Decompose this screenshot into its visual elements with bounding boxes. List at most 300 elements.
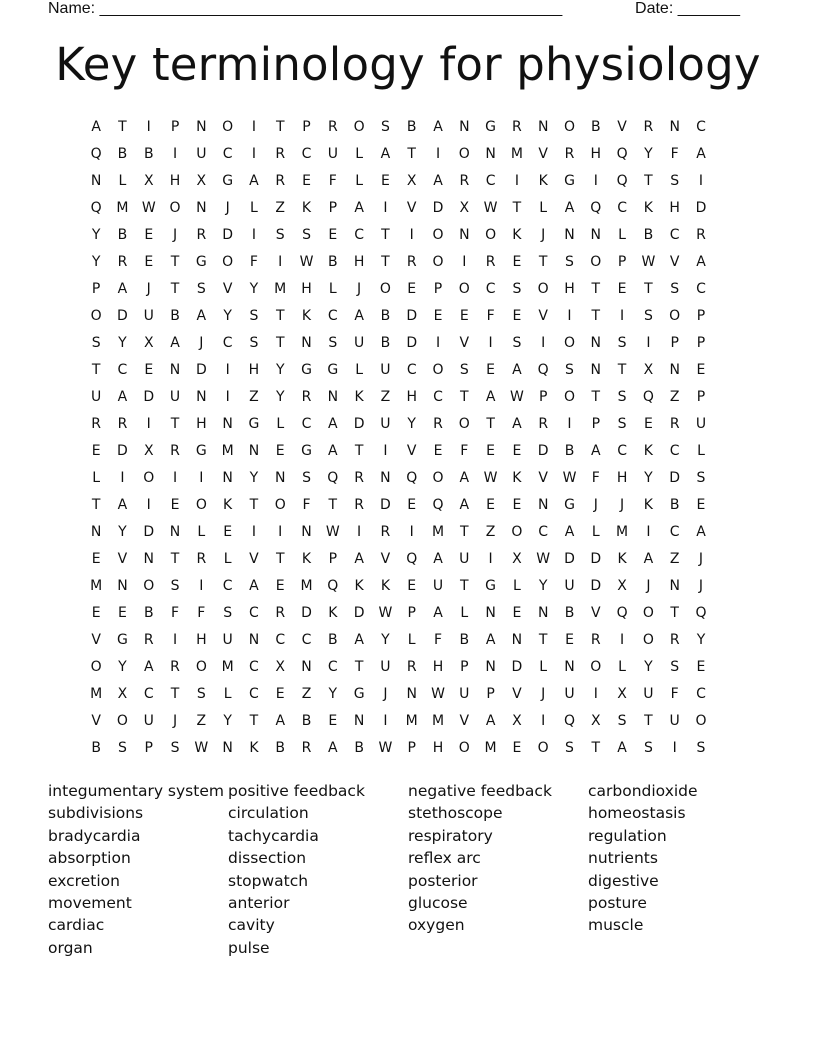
grid-letter[interactable]: J [698, 578, 704, 595]
grid-letter[interactable]: U [143, 713, 154, 730]
grid-letter[interactable]: L [223, 686, 232, 703]
grid-letter[interactable]: Y [249, 280, 259, 297]
grid-letter[interactable]: S [670, 172, 680, 189]
grid-letter[interactable]: T [644, 280, 653, 297]
grid-letter[interactable]: L [512, 578, 521, 595]
grid-letter[interactable]: N [301, 523, 312, 540]
grid-letter[interactable]: D [301, 605, 312, 622]
grid-letter[interactable]: E [486, 442, 496, 459]
grid-letter[interactable]: T [275, 334, 285, 351]
grid-letter[interactable]: T [460, 578, 469, 595]
grid-letter[interactable]: T [591, 740, 601, 757]
grid-letter[interactable]: C [406, 361, 417, 378]
grid-letter[interactable]: B [380, 307, 391, 324]
grid-letter[interactable]: V [538, 307, 548, 324]
grid-letter[interactable]: G [248, 415, 260, 432]
grid-letter[interactable]: G [327, 361, 339, 378]
grid-letter[interactable]: K [223, 496, 233, 513]
grid-letter[interactable]: C [249, 686, 259, 703]
grid-letter[interactable]: O [274, 496, 286, 513]
grid-letter[interactable]: I [146, 118, 151, 135]
grid-letter[interactable]: Y [644, 145, 653, 162]
grid-letter[interactable]: A [354, 632, 364, 649]
grid-letter[interactable]: N [143, 551, 154, 568]
grid-letter[interactable]: E [696, 361, 706, 378]
grid-letter[interactable]: I [251, 118, 256, 135]
grid-letter[interactable]: C [696, 280, 706, 297]
grid-letter[interactable]: Z [669, 551, 680, 568]
grid-letter[interactable]: A [512, 361, 522, 378]
grid-letter[interactable]: C [669, 523, 680, 540]
grid-letter[interactable]: I [462, 253, 467, 270]
grid-letter[interactable]: U [91, 388, 102, 405]
grid-letter[interactable]: E [459, 307, 469, 324]
grid-letter[interactable]: R [117, 253, 128, 270]
grid-letter[interactable]: R [669, 415, 680, 432]
grid-letter[interactable]: P [328, 551, 338, 568]
grid-letter[interactable]: D [195, 361, 207, 378]
grid-letter[interactable]: S [249, 334, 259, 351]
grid-letter[interactable]: N [353, 713, 365, 730]
grid-letter[interactable]: R [196, 226, 207, 243]
grid-letter[interactable]: P [617, 253, 627, 270]
grid-letter[interactable]: U [564, 686, 575, 703]
grid-letter[interactable]: E [275, 686, 285, 703]
grid-letter[interactable]: S [118, 740, 127, 757]
grid-letter[interactable]: S [643, 740, 653, 757]
grid-letter[interactable]: U [380, 361, 391, 378]
grid-letter[interactable]: Q [432, 496, 444, 513]
grid-letter[interactable]: O [222, 253, 234, 270]
grid-letter[interactable]: N [196, 118, 207, 135]
grid-letter[interactable]: V [669, 253, 680, 270]
grid-letter[interactable]: N [564, 226, 575, 243]
grid-letter[interactable]: V [406, 442, 417, 459]
grid-letter[interactable]: T [407, 145, 416, 162]
grid-letter[interactable]: X [617, 578, 627, 595]
grid-letter[interactable]: L [92, 469, 101, 486]
grid-letter[interactable]: L [618, 659, 626, 676]
grid-letter[interactable]: D [590, 578, 602, 595]
grid-letter[interactable]: O [90, 307, 102, 324]
grid-letter[interactable]: T [91, 496, 101, 513]
grid-letter[interactable]: R [354, 469, 364, 486]
grid-letter[interactable]: R [117, 415, 128, 432]
grid-letter[interactable]: C [327, 659, 338, 676]
grid-letter[interactable]: W [194, 740, 209, 757]
grid-letter[interactable]: T [275, 551, 285, 568]
grid-letter[interactable]: O [116, 713, 128, 730]
grid-letter[interactable]: L [355, 145, 364, 162]
grid-letter[interactable]: Z [275, 199, 286, 216]
grid-letter[interactable]: S [302, 469, 311, 486]
grid-letter[interactable]: S [275, 226, 285, 243]
grid-letter[interactable]: B [275, 740, 286, 757]
grid-letter[interactable]: R [301, 388, 312, 405]
grid-letter[interactable]: V [459, 334, 470, 351]
grid-letter[interactable]: T [486, 415, 495, 432]
grid-letter[interactable]: B [643, 226, 654, 243]
grid-letter[interactable]: O [642, 632, 654, 649]
grid-letter[interactable]: P [696, 334, 706, 351]
grid-letter[interactable]: R [590, 632, 601, 649]
grid-letter[interactable]: X [143, 442, 154, 459]
grid-letter[interactable]: X [617, 686, 627, 703]
date-field[interactable]: Date: _______ [635, 0, 740, 17]
grid-letter[interactable]: U [196, 145, 207, 162]
grid-letter[interactable]: B [406, 118, 417, 135]
grid-letter[interactable]: Q [537, 361, 549, 378]
grid-letter[interactable]: E [617, 280, 627, 297]
grid-letter[interactable]: B [170, 307, 180, 324]
grid-letter[interactable]: Y [696, 632, 706, 649]
grid-letter[interactable]: E [512, 605, 522, 622]
grid-letter[interactable]: A [459, 469, 470, 486]
grid-letter[interactable]: N [590, 361, 602, 378]
grid-letter[interactable]: S [670, 280, 680, 297]
grid-letter[interactable]: N [222, 740, 233, 757]
grid-letter[interactable]: T [381, 226, 390, 243]
grid-letter[interactable]: Y [538, 578, 548, 595]
grid-letter[interactable]: E [118, 605, 127, 622]
grid-letter[interactable]: H [301, 280, 312, 297]
grid-letter[interactable]: I [199, 469, 204, 486]
grid-letter[interactable]: C [354, 226, 364, 243]
grid-letter[interactable]: B [91, 740, 101, 757]
grid-letter[interactable]: L [276, 415, 285, 432]
grid-letter[interactable]: S [380, 118, 390, 135]
grid-letter[interactable]: Q [90, 199, 102, 216]
grid-letter[interactable]: I [567, 307, 572, 324]
grid-letter[interactable]: E [144, 253, 154, 270]
grid-letter[interactable]: O [432, 361, 444, 378]
grid-letter[interactable]: L [697, 442, 705, 459]
grid-letter[interactable]: J [357, 280, 362, 297]
grid-letter[interactable]: I [409, 226, 414, 243]
grid-letter[interactable]: B [143, 605, 154, 622]
grid-letter[interactable]: R [170, 659, 180, 676]
grid-letter[interactable]: M [221, 442, 234, 459]
grid-letter[interactable]: K [328, 605, 338, 622]
grid-letter[interactable]: A [91, 118, 101, 135]
grid-letter[interactable]: B [590, 118, 601, 135]
grid-letter[interactable]: T [249, 496, 259, 513]
grid-letter[interactable]: P [328, 199, 338, 216]
grid-letter[interactable]: E [407, 578, 417, 595]
grid-letter[interactable]: E [275, 578, 285, 595]
grid-letter[interactable]: J [541, 686, 546, 703]
grid-letter[interactable]: U [669, 713, 680, 730]
grid-letter[interactable]: S [617, 334, 627, 351]
grid-letter[interactable]: O [143, 469, 155, 486]
grid-letter[interactable]: C [327, 307, 338, 324]
grid-letter[interactable]: Y [118, 523, 127, 540]
grid-letter[interactable]: T [460, 388, 469, 405]
grid-letter[interactable]: D [406, 334, 418, 351]
grid-letter[interactable]: A [512, 415, 522, 432]
grid-letter[interactable]: J [172, 713, 178, 730]
grid-letter[interactable]: W [431, 686, 445, 703]
grid-letter[interactable]: N [590, 334, 602, 351]
grid-letter[interactable]: K [643, 442, 653, 459]
grid-letter[interactable]: X [143, 334, 154, 351]
grid-letter[interactable]: L [328, 280, 337, 297]
grid-letter[interactable]: K [301, 551, 312, 568]
grid-letter[interactable]: T [512, 199, 522, 216]
grid-letter[interactable]: T [170, 686, 180, 703]
grid-letter[interactable]: W [325, 523, 340, 540]
grid-letter[interactable]: M [90, 578, 103, 595]
grid-letter[interactable]: E [486, 361, 496, 378]
grid-letter[interactable]: O [590, 659, 602, 676]
grid-letter[interactable]: G [564, 496, 575, 513]
grid-letter[interactable]: A [564, 199, 575, 216]
grid-letter[interactable]: M [221, 659, 234, 676]
grid-letter[interactable]: A [117, 388, 128, 405]
grid-letter[interactable]: A [354, 199, 364, 216]
grid-letter[interactable]: I [383, 713, 388, 730]
grid-letter[interactable]: T [381, 253, 390, 270]
grid-letter[interactable]: N [301, 334, 312, 351]
grid-letter[interactable]: O [169, 199, 181, 216]
grid-letter[interactable]: T [275, 118, 285, 135]
grid-letter[interactable]: E [433, 307, 443, 324]
grid-letter[interactable]: O [537, 280, 549, 297]
grid-letter[interactable]: B [564, 442, 575, 459]
grid-letter[interactable]: P [407, 740, 416, 757]
grid-letter[interactable]: F [328, 172, 337, 189]
grid-letter[interactable]: O [563, 118, 575, 135]
grid-letter[interactable]: I [488, 334, 493, 351]
grid-letter[interactable]: O [563, 334, 575, 351]
grid-letter[interactable]: D [222, 226, 234, 243]
grid-letter[interactable]: C [485, 280, 496, 297]
grid-letter[interactable]: Q [327, 578, 339, 595]
grid-letter[interactable]: U [143, 307, 154, 324]
grid-letter[interactable]: P [407, 605, 416, 622]
grid-letter[interactable]: F [670, 145, 679, 162]
name-field[interactable]: Name: ____________________________________________________ [48, 0, 563, 17]
grid-letter[interactable]: R [275, 145, 286, 162]
grid-letter[interactable]: W [536, 551, 551, 568]
grid-letter[interactable]: Z [380, 388, 391, 405]
grid-letter[interactable]: P [670, 334, 679, 351]
grid-letter[interactable]: U [327, 145, 338, 162]
grid-letter[interactable]: A [433, 551, 443, 568]
grid-letter[interactable]: D [590, 551, 602, 568]
grid-letter[interactable]: S [617, 415, 627, 432]
grid-letter[interactable]: W [378, 605, 393, 622]
grid-letter[interactable]: S [196, 686, 206, 703]
grid-letter[interactable]: G [485, 578, 497, 595]
grid-letter[interactable]: W [562, 469, 577, 486]
grid-letter[interactable]: C [485, 172, 496, 189]
grid-letter[interactable]: A [643, 551, 654, 568]
grid-letter[interactable]: Y [407, 415, 416, 432]
grid-letter[interactable]: N [485, 145, 496, 162]
grid-letter[interactable]: E [512, 253, 522, 270]
grid-letter[interactable]: R [170, 442, 180, 459]
grid-letter[interactable]: M [90, 686, 103, 703]
grid-letter[interactable]: B [564, 605, 575, 622]
grid-letter[interactable]: S [617, 713, 627, 730]
grid-letter[interactable]: R [459, 172, 470, 189]
grid-letter[interactable]: S [196, 280, 206, 297]
grid-letter[interactable]: N [537, 605, 549, 622]
grid-letter[interactable]: J [646, 578, 651, 595]
grid-letter[interactable]: T [644, 713, 653, 730]
grid-letter[interactable]: B [301, 713, 312, 730]
grid-letter[interactable]: E [486, 496, 496, 513]
grid-letter[interactable]: T [538, 253, 548, 270]
grid-letter[interactable]: K [301, 199, 312, 216]
grid-letter[interactable]: I [409, 523, 414, 540]
grid-letter[interactable]: T [617, 361, 627, 378]
grid-letter[interactable]: E [433, 442, 443, 459]
grid-letter[interactable]: Z [196, 713, 207, 730]
grid-letter[interactable]: I [698, 172, 704, 189]
grid-letter[interactable]: B [117, 145, 128, 162]
grid-letter[interactable]: L [618, 226, 626, 243]
grid-letter[interactable]: C [275, 632, 286, 649]
grid-letter[interactable]: B [380, 334, 391, 351]
grid-letter[interactable]: B [669, 496, 680, 513]
grid-letter[interactable]: Q [406, 551, 418, 568]
grid-letter[interactable]: T [538, 632, 548, 649]
grid-letter[interactable]: X [196, 172, 207, 189]
grid-letter[interactable]: N [669, 118, 680, 135]
grid-letter[interactable]: S [670, 659, 680, 676]
grid-letter[interactable]: A [696, 253, 706, 270]
grid-letter[interactable]: N [327, 388, 339, 405]
grid-letter[interactable]: M [431, 713, 445, 730]
grid-letter[interactable]: K [301, 307, 312, 324]
grid-letter[interactable]: I [357, 523, 362, 540]
grid-letter[interactable]: D [406, 307, 418, 324]
grid-letter[interactable]: R [485, 253, 496, 270]
grid-letter[interactable]: N [564, 659, 575, 676]
grid-letter[interactable]: I [278, 253, 283, 270]
grid-letter[interactable]: K [643, 199, 653, 216]
grid-letter[interactable]: H [169, 172, 181, 189]
grid-letter[interactable]: D [432, 199, 444, 216]
grid-letter[interactable]: C [143, 686, 154, 703]
grid-letter[interactable]: N [196, 199, 207, 216]
grid-letter[interactable]: Y [381, 632, 390, 649]
grid-letter[interactable]: R [406, 253, 417, 270]
grid-letter[interactable]: E [512, 496, 522, 513]
grid-letter[interactable]: A [117, 496, 128, 513]
grid-letter[interactable]: C [617, 442, 627, 459]
grid-letter[interactable]: K [512, 226, 522, 243]
grid-letter[interactable]: I [199, 578, 204, 595]
grid-letter[interactable]: I [435, 334, 441, 351]
grid-letter[interactable]: M [510, 145, 523, 162]
grid-letter[interactable]: A [328, 740, 338, 757]
grid-letter[interactable]: H [432, 659, 444, 676]
grid-letter[interactable]: D [564, 551, 575, 568]
grid-letter[interactable]: D [380, 496, 391, 513]
grid-letter[interactable]: J [541, 226, 546, 243]
grid-letter[interactable]: A [354, 307, 364, 324]
grid-letter[interactable]: J [172, 226, 178, 243]
grid-letter[interactable]: O [432, 469, 444, 486]
grid-letter[interactable]: A [117, 280, 128, 297]
grid-letter[interactable]: T [591, 280, 601, 297]
grid-letter[interactable]: O [195, 659, 207, 676]
grid-letter[interactable]: A [249, 172, 259, 189]
grid-letter[interactable]: S [302, 226, 311, 243]
grid-letter[interactable]: V [91, 713, 101, 730]
grid-letter[interactable]: G [301, 442, 312, 459]
grid-letter[interactable]: I [514, 172, 519, 189]
grid-letter[interactable]: O [458, 145, 470, 162]
grid-letter[interactable]: O [432, 253, 444, 270]
grid-letter[interactable]: O [222, 118, 234, 135]
grid-letter[interactable]: A [143, 659, 154, 676]
grid-letter[interactable]: I [251, 145, 256, 162]
grid-letter[interactable]: C [696, 686, 706, 703]
grid-letter[interactable]: A [275, 713, 286, 730]
grid-letter[interactable]: A [696, 523, 706, 540]
grid-letter[interactable]: Y [249, 469, 259, 486]
grid-letter[interactable]: C [433, 388, 443, 405]
grid-letter[interactable]: Y [275, 388, 285, 405]
grid-letter[interactable]: E [512, 307, 522, 324]
grid-letter[interactable]: V [512, 686, 522, 703]
grid-letter[interactable]: B [459, 632, 470, 649]
grid-letter[interactable]: Q [616, 145, 628, 162]
grid-letter[interactable]: T [249, 713, 259, 730]
grid-letter[interactable]: A [433, 172, 443, 189]
grid-letter[interactable]: D [353, 415, 365, 432]
grid-letter[interactable]: W [641, 253, 656, 270]
grid-letter[interactable]: Q [406, 469, 418, 486]
grid-letter[interactable]: N [485, 659, 496, 676]
grid-letter[interactable]: X [143, 172, 154, 189]
grid-letter[interactable]: Q [616, 605, 628, 622]
grid-letter[interactable]: L [539, 199, 548, 216]
grid-letter[interactable]: F [591, 469, 600, 486]
grid-letter[interactable]: S [696, 740, 706, 757]
grid-letter[interactable]: F [433, 632, 443, 649]
grid-letter[interactable]: E [696, 496, 706, 513]
grid-letter[interactable]: P [302, 118, 311, 135]
grid-letter[interactable]: C [301, 145, 312, 162]
grid-letter[interactable]: A [354, 551, 364, 568]
grid-letter[interactable]: A [459, 496, 470, 513]
grid-letter[interactable]: N [380, 469, 391, 486]
grid-letter[interactable]: I [278, 523, 283, 540]
grid-letter[interactable]: S [328, 334, 338, 351]
grid-letter[interactable]: Z [301, 686, 312, 703]
grid-letter[interactable]: R [196, 551, 207, 568]
grid-letter[interactable]: U [643, 686, 654, 703]
grid-letter[interactable]: A [591, 442, 601, 459]
grid-letter[interactable]: T [670, 605, 679, 622]
grid-letter[interactable]: O [458, 280, 470, 297]
grid-letter[interactable]: V [617, 118, 627, 135]
grid-letter[interactable]: T [170, 280, 180, 297]
grid-letter[interactable]: M [484, 740, 497, 757]
grid-letter[interactable]: J [620, 496, 625, 513]
grid-letter[interactable]: A [433, 605, 443, 622]
grid-letter[interactable]: G [485, 118, 497, 135]
grid-letter[interactable]: S [617, 388, 627, 405]
grid-letter[interactable]: Q [616, 172, 628, 189]
grid-letter[interactable]: O [195, 496, 207, 513]
grid-letter[interactable]: D [117, 307, 128, 324]
